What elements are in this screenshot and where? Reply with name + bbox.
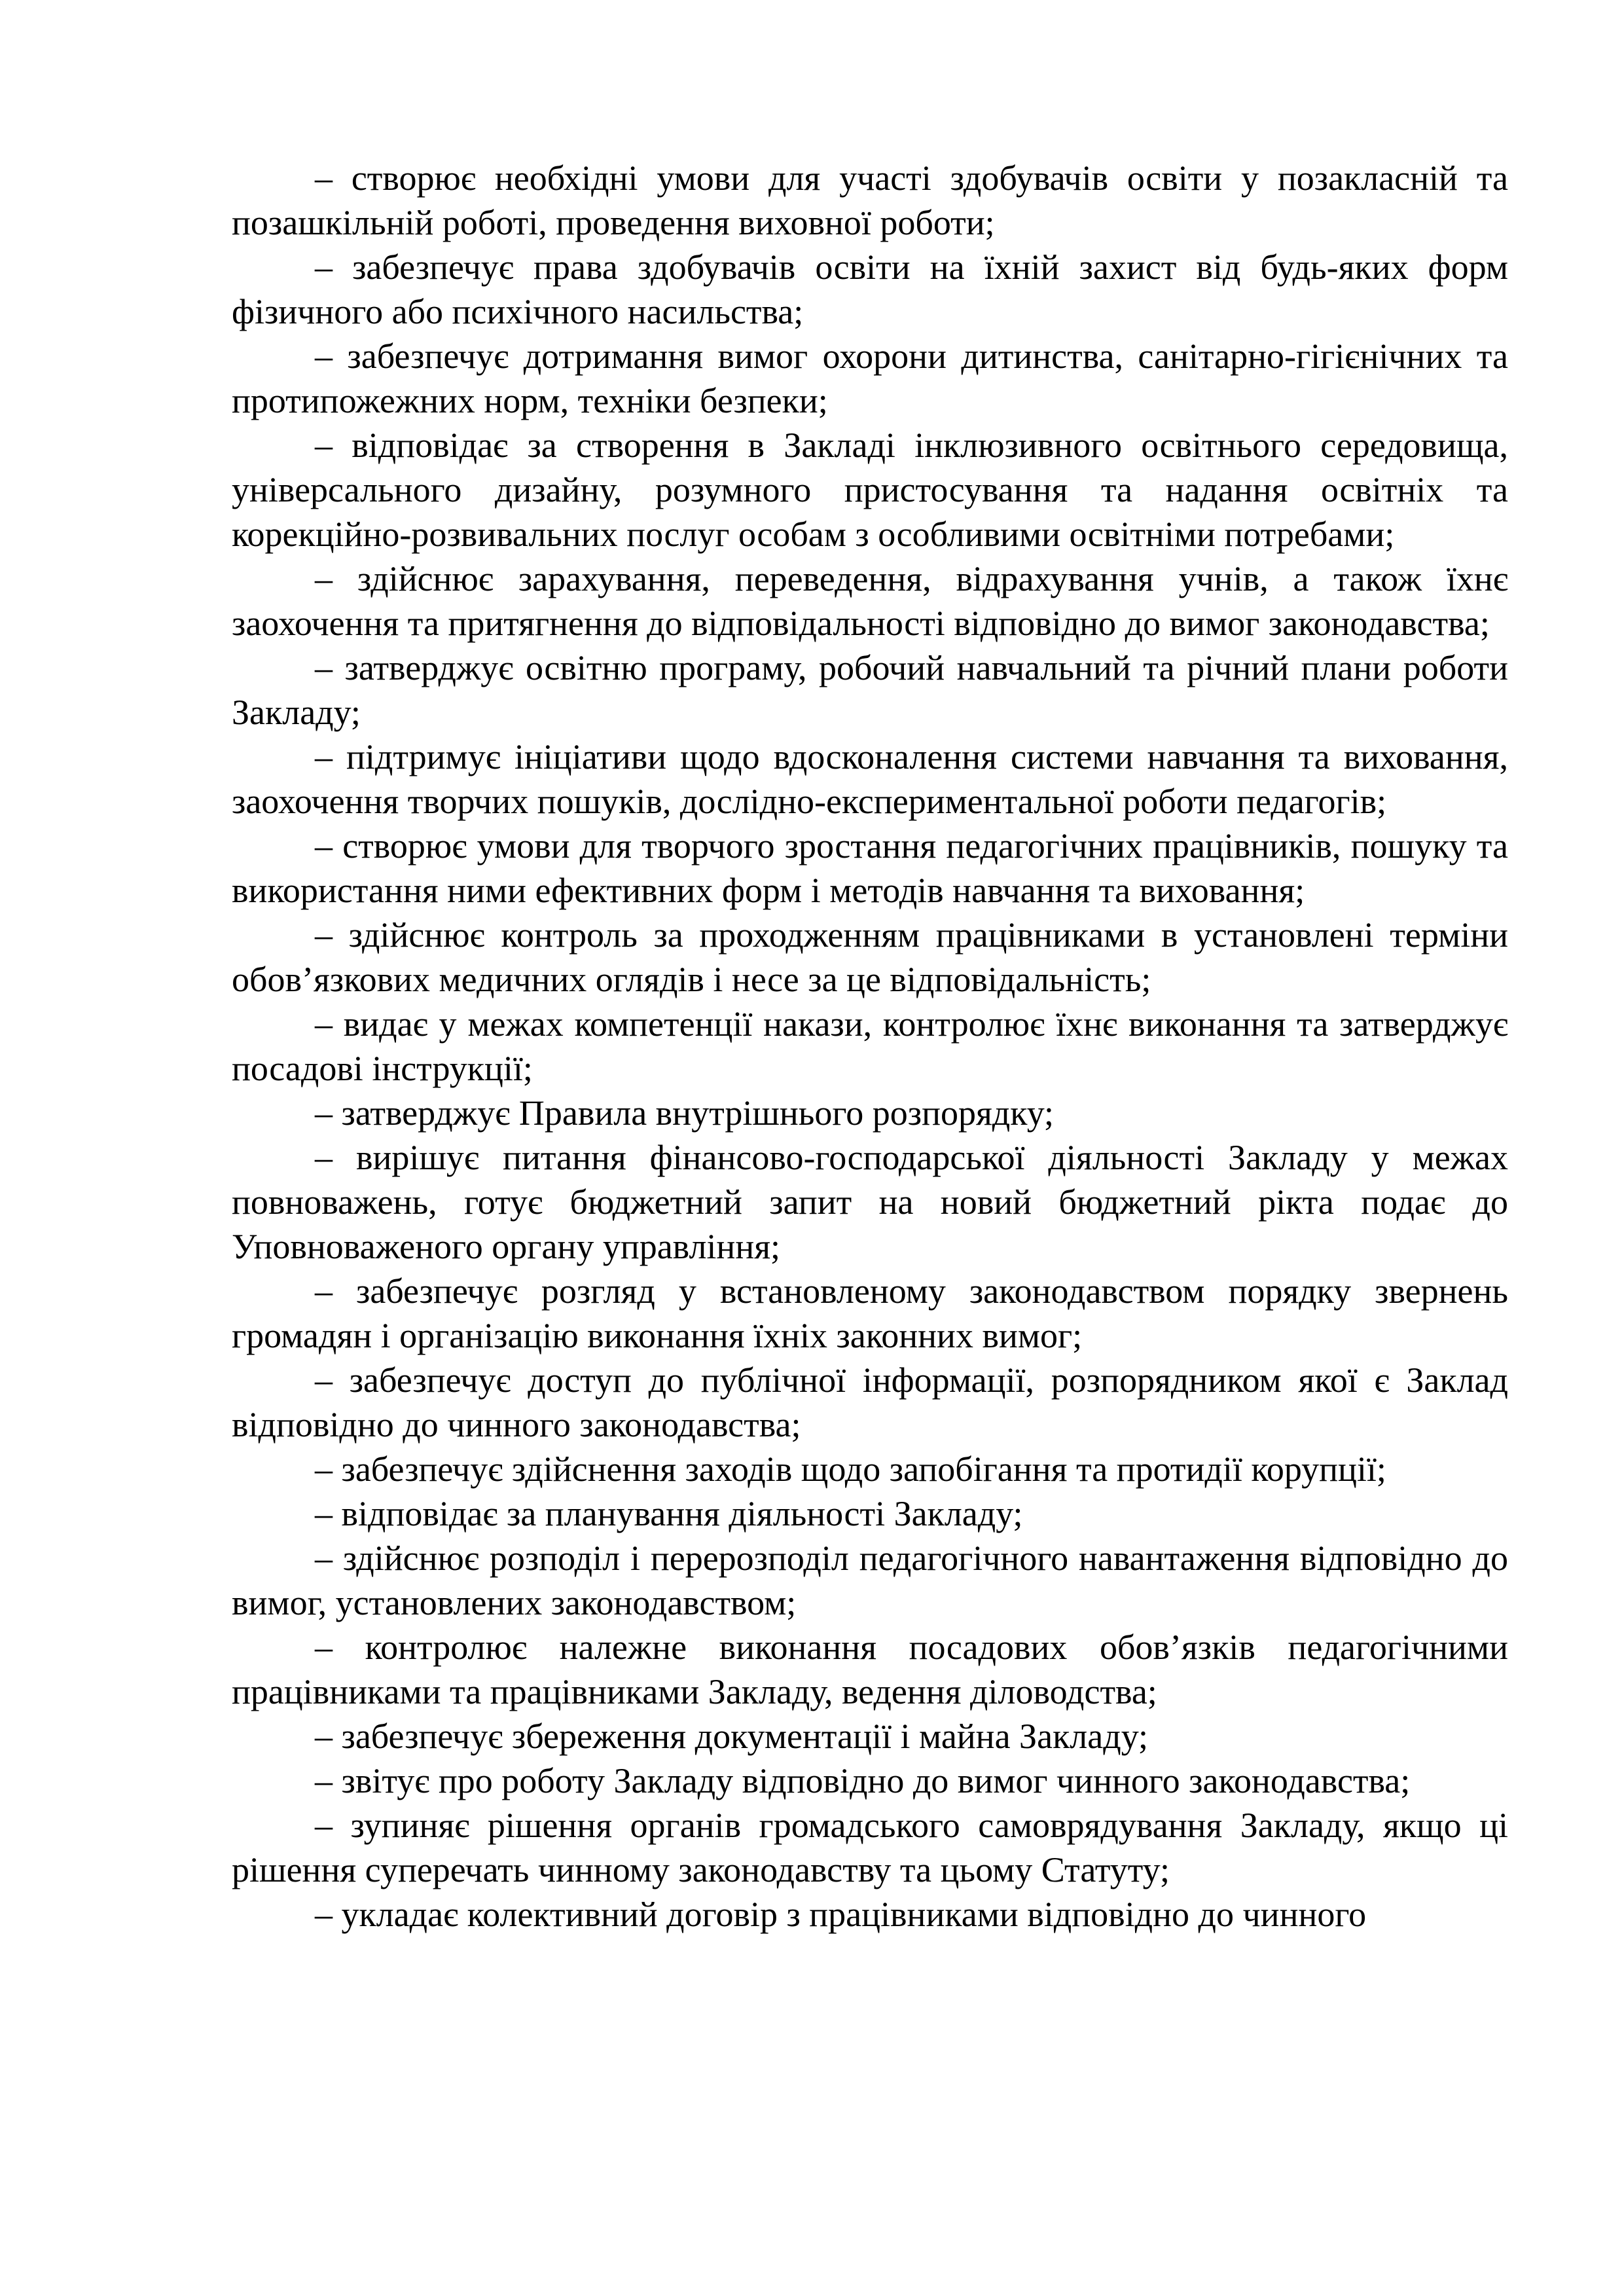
duty-item-9: – здійснює контроль за проходженням працівниками в установлені терміни обов’язкових медичних оглядів і несе за це відповідальність; [232,915,1508,999]
duty-item-22: – укладає колективний договір з працівниками відповідно до чинного [315,1895,1367,1934]
duty-item-2: – забезпечує права здобувачів освіти на їхній захист від будь-яких форм фізичного або психічного насильства; [232,247,1508,331]
duty-item-10: – видає у межах компетенції накази, контролює їхнє виконання та затверджує посадові інструкції; [232,1004,1508,1088]
duty-item-13: – забезпечує розгляд у встановленому законодавством порядку звернень громадян і організацію виконання їхніх законних вимог; [232,1271,1508,1355]
duty-item-1: – створює необхідні умови для участі здобувачів освіти у позакласній та позашкільній роботі, проведення виховної роботи; [232,158,1508,242]
duty-item-18: – контролює належне виконання посадових обов’язків педагогічними працівниками та працівниками Закладу, ведення діловодства; [232,1628,1508,1711]
duty-item-3: – забезпечує дотримання вимог охорони дитинства, санітарно-гігієнічних та протипожежних норм, техніки безпеки; [232,337,1508,420]
duty-item-5: – здійснює зарахування, переведення, відрахування учнів, а також їхнє заохочення та притягнення до відповідальності відповідно до вимог законодавства; [232,559,1508,643]
duty-item-21: – зупиняє рішення органів громадського самоврядування Закладу, якщо ці рішення суперечать чинному законодавству та цьому Статуту; [232,1806,1508,1889]
duty-item-19: – забезпечує збереження документації і майна Закладу; [315,1717,1148,1756]
duty-item-6: – затверджує освітню програму, робочий навчальний та річний плани роботи Закладу; [232,648,1508,732]
duty-item-11: – затверджує Правила внутрішнього розпорядку; [315,1093,1055,1133]
duty-item-14: – забезпечує доступ до публічної інформації, розпорядником якої є Заклад відповідно до чинного законодавства; [232,1360,1508,1444]
duty-item-12: – вирішує питання фінансово-господарської діяльності Закладу у межах повноважень, готує бюджетний запит на новий бюджетний рікта подає до Уповноваженого органу управління; [232,1138,1508,1266]
duty-item-7: – підтримує ініціативи щодо вдосконалення системи навчання та виховання, заохочення творчих пошуків, дослідно-експериментальної роботи педагогів; [232,737,1508,821]
duty-item-17: – здійснює розподіл і перерозподіл педагогічного навантаження відповідно до вимог, установлених законодавством; [232,1539,1508,1622]
duty-item-15: – забезпечує здійснення заходів щодо запобігання та протидії корупції; [315,1449,1386,1489]
duty-item-4: – відповідає за створення в Закладі інклюзивного освітнього середовища, універсального дизайну, розумного пристосування та надання освітніх та корекційно-розвивальних послуг особам з особливими освітніми потребами; [232,426,1508,554]
duty-item-20: – звітує про роботу Закладу відповідно до вимог чинного законодавства; [315,1761,1411,1800]
duty-item-8: – створює умови для творчого зростання педагогічних працівників, пошуку та використання ними ефективних форм і методів навчання та виховання; [232,826,1508,910]
duty-item-16: – відповідає за планування діяльності Закладу; [315,1494,1023,1533]
document-page [232,156,1508,1937]
